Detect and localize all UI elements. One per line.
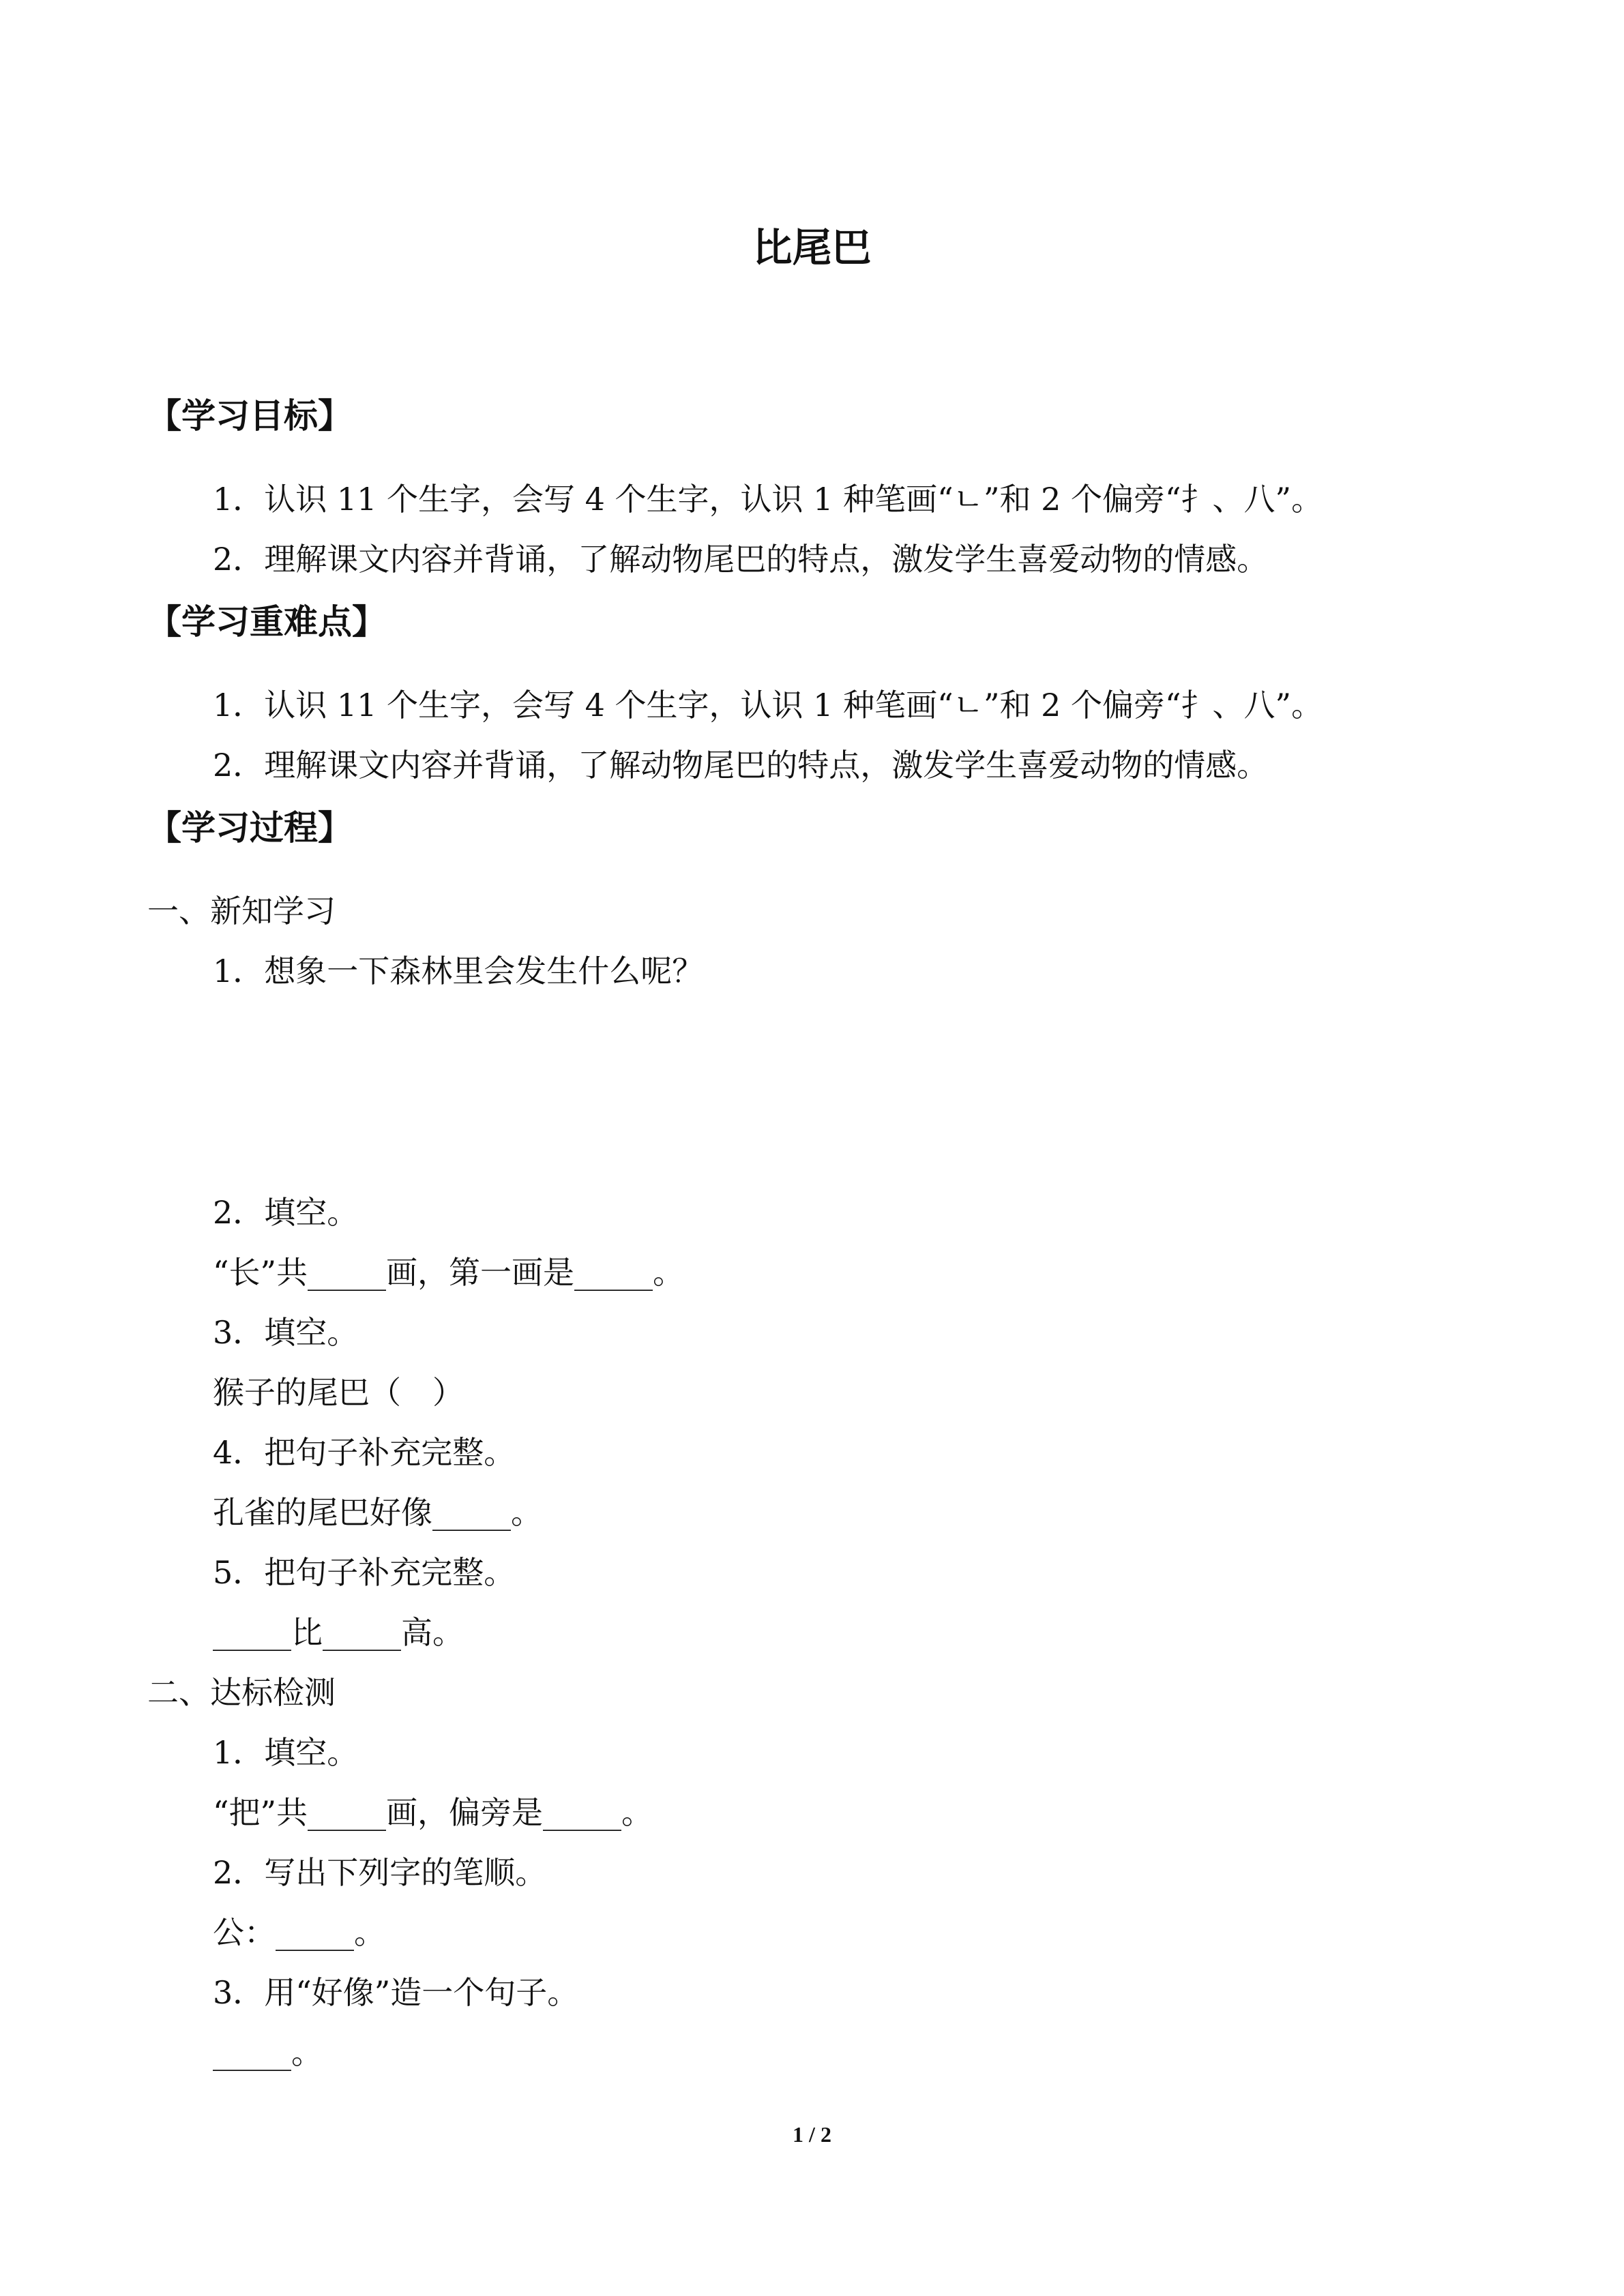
- part1-q5: 5．把句子补充完整。: [213, 1554, 516, 1591]
- part1-q3: 3．填空。: [213, 1314, 359, 1351]
- section-heading-process: 【学习过程】: [147, 808, 352, 848]
- part1-q5-blank: _____比_____高。: [213, 1614, 464, 1651]
- part2-title: 二、达标检测: [147, 1674, 336, 1711]
- part1-q3-blank: 猴子的尾巴（ ）: [213, 1374, 464, 1411]
- part2-q2-blank: 公：_____。: [213, 1914, 385, 1951]
- part2-q1: 1．填空。: [213, 1734, 359, 1771]
- goal-item-2: 2．理解课文内容并背诵，了解动物尾巴的特点，激发学生喜爱动物的情感。: [213, 541, 1269, 578]
- part1-q1: 1．想象一下森林里会发生什么呢？: [213, 953, 704, 989]
- key-point-item-2: 2．理解课文内容并背诵，了解动物尾巴的特点，激发学生喜爱动物的情感。: [213, 747, 1269, 784]
- key-point-item-1: 1．认识 11 个生字，会写 4 个生字，认识 1 种笔画“ㄴ”和 2 个偏旁“扌、八”。: [213, 687, 1323, 724]
- part2-q3-blank: _____。: [213, 2034, 323, 2071]
- page-number: 1 / 2: [793, 2122, 831, 2147]
- part1-q4: 4．把句子补充完整。: [213, 1434, 516, 1471]
- part2-q3: 3．用“好像”造一个句子。: [213, 1974, 579, 2011]
- section-heading-key-points: 【学习重难点】: [147, 602, 386, 642]
- part1-q4-blank: 孔雀的尾巴好像_____。: [213, 1494, 542, 1531]
- goal-item-1: 1．认识 11 个生字，会写 4 个生字，认识 1 种笔画“ㄴ”和 2 个偏旁“扌、八”。: [213, 481, 1323, 518]
- part1-title: 一、新知学习: [147, 893, 336, 929]
- part2-q2: 2．写出下列字的笔顺。: [213, 1854, 547, 1891]
- part1-q2-blank: “长”共_____画，第一画是_____。: [213, 1254, 685, 1291]
- part2-q1-blank: “把”共_____画，偏旁是_____。: [213, 1794, 653, 1831]
- page-title: 比尾巴: [752, 224, 872, 271]
- part1-q2: 2．填空。: [213, 1194, 359, 1231]
- section-heading-goals: 【学习目标】: [147, 396, 352, 436]
